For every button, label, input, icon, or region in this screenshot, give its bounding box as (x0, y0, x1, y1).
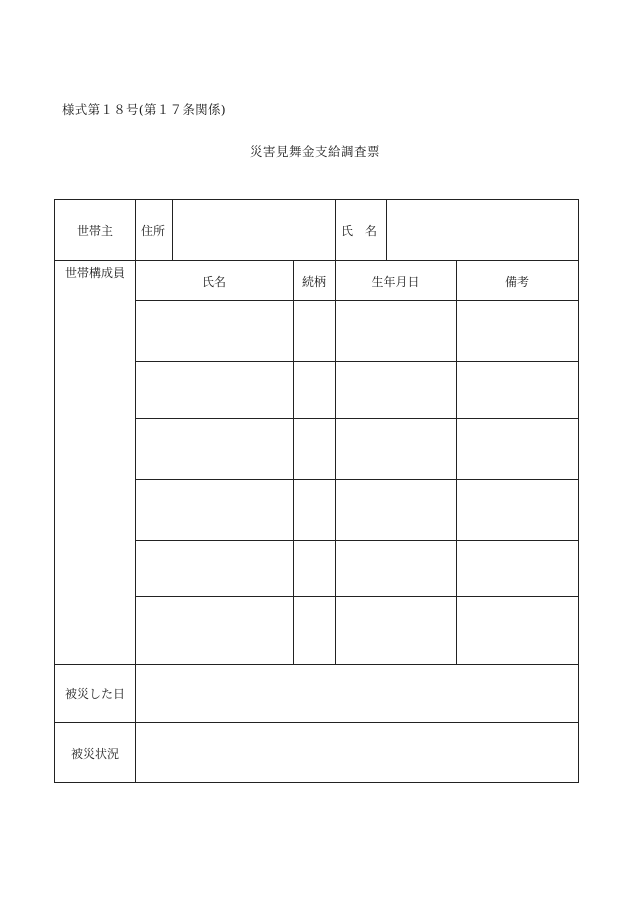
member-row-5-name[interactable] (136, 541, 292, 595)
divider-line (55, 260, 578, 261)
member-row-4-birthdate[interactable] (336, 480, 455, 539)
member-row-2-relationship[interactable] (294, 362, 334, 417)
member-row-6-name[interactable] (136, 597, 292, 663)
member-row-1-name[interactable] (136, 301, 292, 360)
member-row-4-relationship[interactable] (294, 480, 334, 539)
member-row-5-remarks[interactable] (457, 541, 577, 595)
member-row-6-remarks[interactable] (457, 597, 577, 663)
member-row-3-name[interactable] (136, 419, 292, 478)
disaster-status-label: 被災状況 (70, 747, 119, 761)
member-row-5-birthdate[interactable] (336, 541, 455, 595)
disaster-status-field[interactable] (136, 723, 577, 781)
member-row-2-remarks[interactable] (457, 362, 577, 417)
member-row-5-relationship[interactable] (294, 541, 334, 595)
member-row-1-remarks[interactable] (457, 301, 577, 360)
column-header-remarks: 備考 (504, 275, 529, 289)
disaster-date-field[interactable] (136, 665, 577, 721)
form-number: 様式第１８号(第１７条関係) (62, 102, 226, 117)
member-row-6-birthdate[interactable] (336, 597, 455, 663)
member-row-4-remarks[interactable] (457, 480, 577, 539)
member-row-1-relationship[interactable] (294, 301, 334, 360)
column-header-relationship: 続柄 (301, 275, 326, 289)
member-row-6-relationship[interactable] (294, 597, 334, 663)
head-name-label: 氏 名 (341, 224, 378, 238)
member-row-2-birthdate[interactable] (336, 362, 455, 417)
member-row-3-birthdate[interactable] (336, 419, 455, 478)
disaster-date-label: 被災した日 (64, 687, 125, 701)
divider-line (335, 200, 336, 260)
head-name-field[interactable] (387, 201, 577, 259)
survey-form-table (54, 199, 579, 783)
address-field[interactable] (173, 201, 334, 259)
member-row-4-name[interactable] (136, 480, 292, 539)
document-title: 災害見舞金支給調査票 (249, 144, 380, 159)
member-row-3-relationship[interactable] (294, 419, 334, 478)
household-head-label: 世帯主 (76, 224, 113, 238)
column-header-name: 氏名 (201, 275, 226, 289)
member-row-3-remarks[interactable] (457, 419, 577, 478)
column-header-birthdate: 生年月日 (371, 275, 420, 289)
household-members-label: 世帯構成員 (64, 266, 125, 280)
member-row-2-name[interactable] (136, 362, 292, 417)
address-label: 住所 (141, 224, 166, 238)
member-row-1-birthdate[interactable] (336, 301, 455, 360)
